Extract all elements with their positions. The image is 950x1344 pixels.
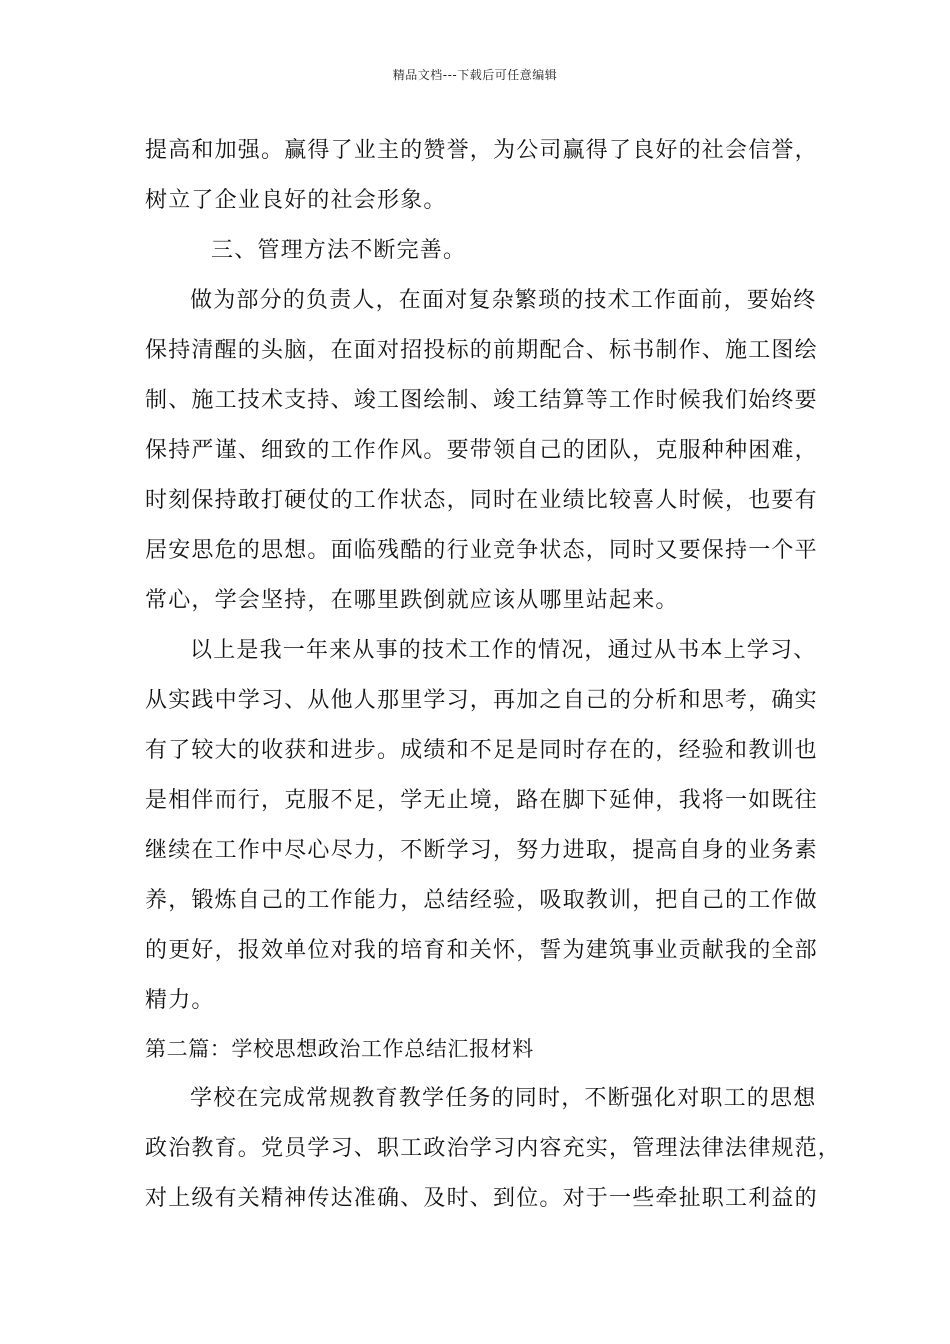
paragraph-line: 学校在完成常规教育教学任务的同时，不断强化对职工的思想: [190, 1086, 817, 1111]
paragraph-line: 居安思危的思想。面临残酷的行业竞争状态，同时又要保持一个平: [145, 538, 818, 563]
paragraph-line: 保持清醒的头脑，在面对招投标的前期配合、标书制作、施工图绘: [145, 338, 818, 363]
paragraph-line: 保持严谨、细致的工作作风。要带领自己的团队，克服种种困难，: [145, 438, 818, 463]
paragraph-line: 有了较大的收获和进步。成绩和不足是同时存在的，经验和教训也: [145, 738, 818, 763]
paragraph-line: 对上级有关精神传达准确、及时、到位。对于一些牵扯职工利益的: [145, 1186, 818, 1211]
paragraph-line: 制、施工技术支持、竣工图绘制、竣工结算等工作时候我们始终要: [145, 388, 818, 413]
page-header: 精品文档---下载后可任意编辑: [392, 68, 558, 82]
chapter-title: 第二篇：学校思想政治工作总结汇报材料: [145, 1037, 534, 1061]
paragraph-line: 做为部分的负责人，在面对复杂繁琐的技术工作面前，要始终: [190, 288, 817, 313]
paragraph-line: 的更好，报效单位对我的培育和关怀，誓为建筑事业贡献我的全部: [145, 938, 818, 963]
section-heading: 三、管理方法不断完善。: [211, 238, 467, 263]
paragraph-line: 提高和加强。赢得了业主的赞誉，为公司赢得了良好的社会信誉，: [145, 138, 818, 163]
paragraph-line: 以上是我一年来从事的技术工作的情况，通过从书本上学习、: [190, 638, 817, 663]
paragraph-line: 继续在工作中尽心尽力，不断学习，努力进取，提高自身的业务素: [145, 838, 818, 863]
paragraph-line: 从实践中学习、从他人那里学习，再加之自己的分析和思考，确实: [145, 688, 818, 713]
paragraph-line: 树立了企业良好的社会形象。: [145, 188, 447, 213]
paragraph-line: 政治教育。党员学习、职工政治学习内容充实，管理法律法律规范，: [145, 1136, 842, 1161]
paragraph-line: 是相伴而行，克服不足，学无止境，路在脚下延伸，我将一如既往: [145, 788, 818, 813]
paragraph-line: 精力。: [145, 988, 215, 1013]
paragraph-line: 养，锻炼自己的工作能力，总结经验，吸取教训，把自己的工作做: [145, 888, 818, 913]
paragraph-line: 常心，学会坚持，在哪里跌倒就应该从哪里站起来。: [145, 588, 679, 613]
paragraph-line: 时刻保持敢打硬仗的工作状态，同时在业绩比较喜人时候，也要有: [145, 488, 818, 513]
